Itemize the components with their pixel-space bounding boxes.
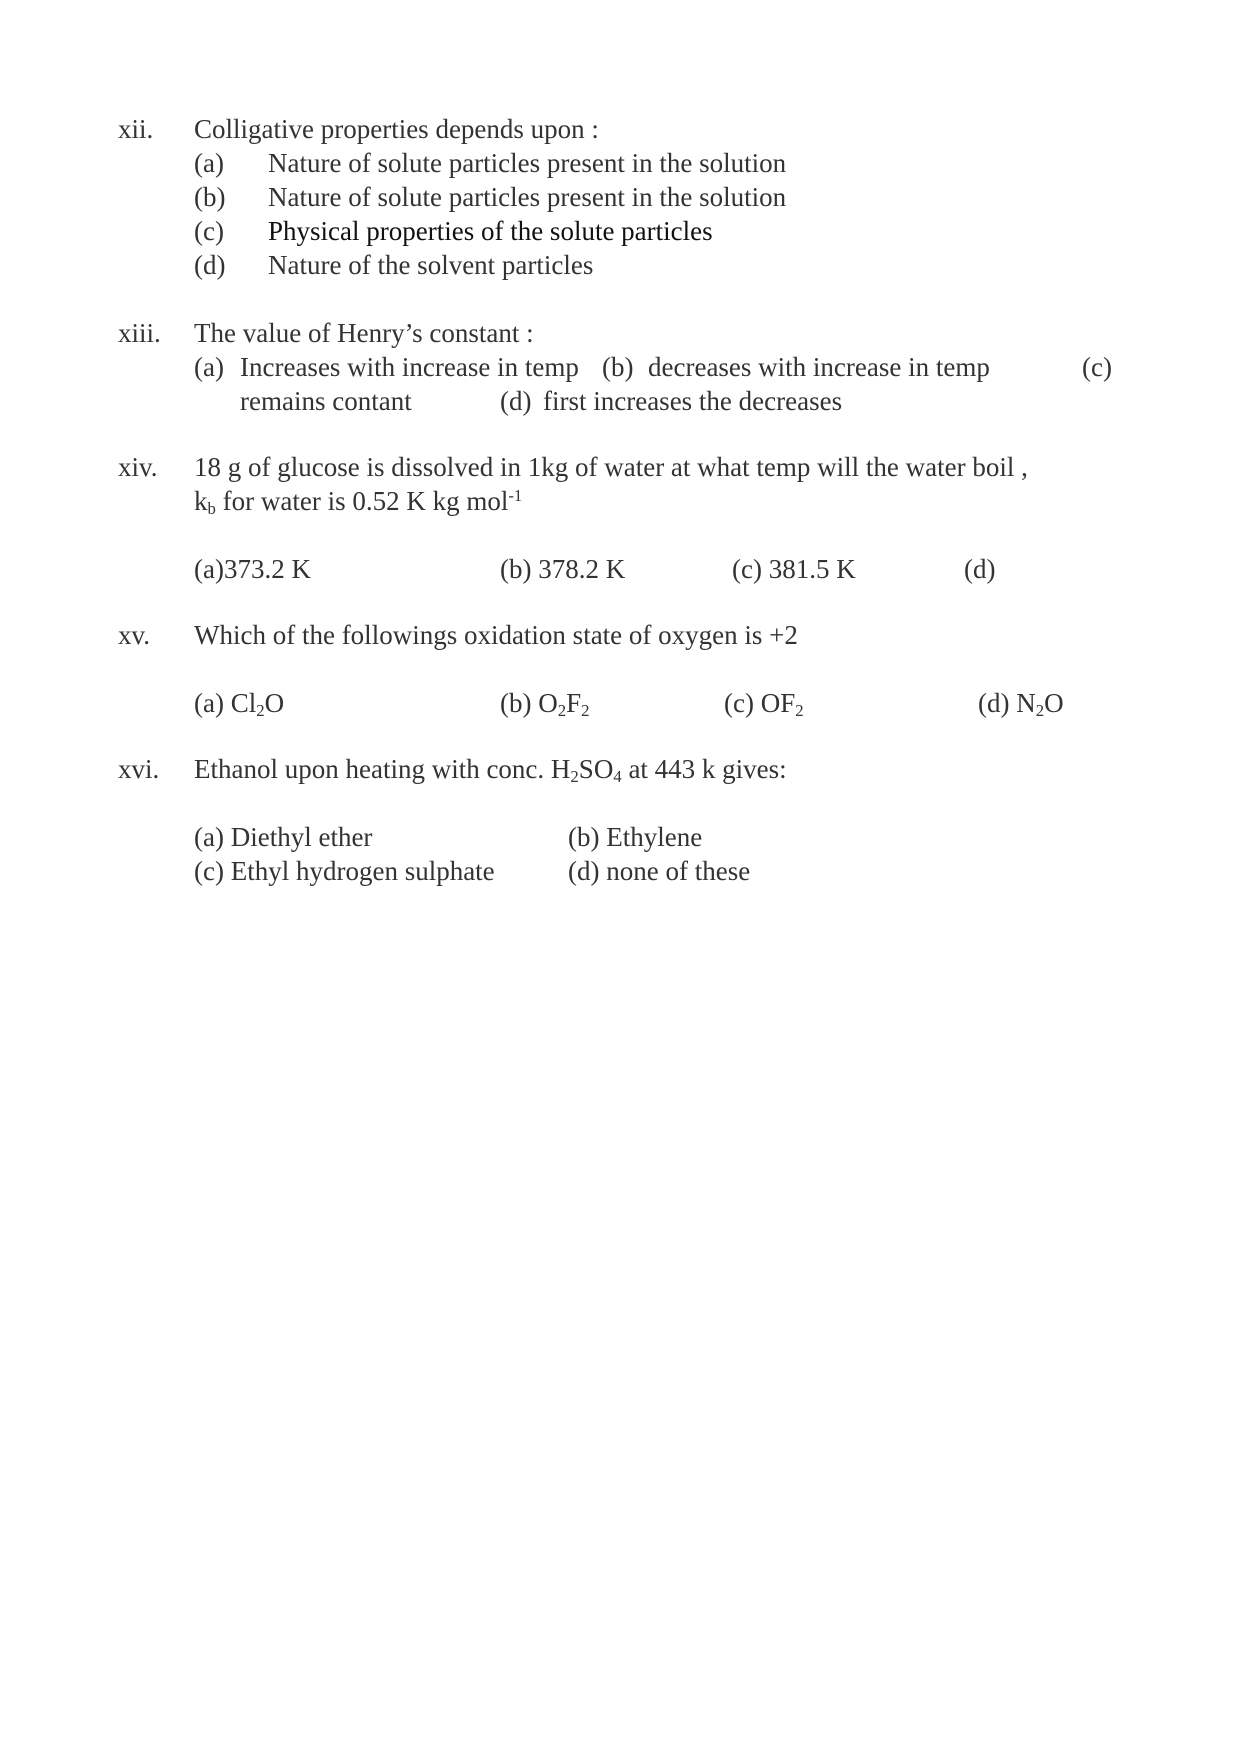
option-label: (b) bbox=[500, 688, 532, 718]
option-label: (b) bbox=[602, 352, 634, 382]
question-number: xiv. bbox=[118, 452, 158, 482]
option-label: (c) bbox=[194, 216, 224, 246]
option-text: Ethylene bbox=[606, 822, 703, 852]
question-number: xvi. bbox=[118, 754, 160, 784]
option-label: (d) bbox=[964, 554, 996, 584]
option-text: none of these bbox=[606, 856, 751, 886]
formula-part: N bbox=[1016, 688, 1036, 718]
question-stem: 18 g of glucose is dissolved in 1kg of water at what temp will the water boil , bbox=[194, 452, 1028, 482]
option-text: Ethyl hydrogen sulphate bbox=[230, 856, 495, 886]
superscript: -1 bbox=[508, 485, 523, 505]
option-label: (b) bbox=[194, 182, 226, 212]
option-a bbox=[194, 552, 311, 586]
formula-part: F bbox=[566, 688, 582, 718]
question-number: xii. bbox=[118, 114, 154, 144]
option-label: (a) bbox=[194, 352, 224, 382]
option-c bbox=[732, 552, 856, 586]
option-label: (d) bbox=[978, 688, 1010, 718]
option-text: decreases with increase in temp bbox=[648, 352, 990, 382]
option-label: (c) bbox=[1082, 352, 1112, 382]
option-label: (d) bbox=[500, 386, 532, 416]
option-b bbox=[568, 820, 702, 854]
option-c bbox=[724, 686, 804, 720]
question-stem-line2 bbox=[194, 484, 522, 518]
option-c bbox=[194, 854, 495, 888]
option-text: Nature of solute particles present in the solution bbox=[268, 148, 787, 178]
option-b bbox=[500, 552, 625, 586]
option-text: 381.5 K bbox=[768, 554, 856, 584]
subscript: 2 bbox=[256, 700, 265, 720]
option-d bbox=[568, 854, 750, 888]
option-a bbox=[194, 820, 372, 854]
subscript: 2 bbox=[1035, 700, 1045, 720]
option-label: (a) bbox=[194, 688, 224, 718]
option-label: (b) bbox=[568, 822, 600, 852]
option-d bbox=[978, 686, 1064, 720]
formula-part: OF bbox=[760, 688, 796, 718]
option-label: (a) bbox=[194, 822, 224, 852]
formula-part: O bbox=[538, 688, 558, 718]
formula-part: Cl bbox=[230, 688, 257, 718]
option-text: Increases with increase in temp bbox=[240, 352, 579, 382]
stem-text: SO bbox=[578, 754, 614, 784]
option-label: (c) bbox=[724, 688, 754, 718]
stem-text: Ethanol upon heating with conc. H bbox=[194, 754, 571, 784]
option-text: 378.2 K bbox=[538, 554, 626, 584]
option-label: (d) bbox=[194, 250, 226, 280]
stem-text: for water is 0.52 K kg mol bbox=[215, 486, 509, 516]
option-label: (a) bbox=[194, 148, 224, 178]
subscript: b bbox=[207, 498, 216, 518]
question-stem: The value of Henry’s constant : bbox=[194, 318, 534, 348]
option-label: (c) bbox=[194, 856, 224, 886]
option-text: Diethyl ether bbox=[230, 822, 373, 852]
question-stem: Colligative properties depends upon : bbox=[194, 114, 599, 144]
subscript: 2 bbox=[557, 700, 567, 720]
option-label: (d) bbox=[568, 856, 600, 886]
subscript: 2 bbox=[581, 700, 590, 720]
formula-part: O bbox=[264, 688, 285, 718]
option-label: (b) bbox=[500, 554, 532, 584]
subscript: 4 bbox=[613, 766, 622, 786]
subscript: 2 bbox=[570, 766, 579, 786]
formula-part: O bbox=[1044, 688, 1064, 718]
option-text: first increases the decreases bbox=[543, 386, 843, 416]
option-text: remains contant bbox=[240, 386, 412, 416]
question-stem: Which of the followings oxidation state of oxygen is +2 bbox=[194, 620, 798, 650]
option-text: Physical properties of the solute particles bbox=[268, 216, 713, 246]
option-label: (c) bbox=[732, 554, 762, 584]
option-label: (a) bbox=[194, 554, 224, 584]
option-a bbox=[194, 686, 284, 720]
stem-text: at 443 k gives: bbox=[621, 754, 787, 784]
subscript: 2 bbox=[795, 700, 804, 720]
option-text: Nature of solute particles present in the solution bbox=[268, 182, 787, 212]
option-text: 373.2 K bbox=[223, 554, 311, 584]
option-text: Nature of the solvent particles bbox=[268, 250, 594, 280]
option-d bbox=[964, 552, 995, 586]
option-b bbox=[500, 686, 590, 720]
symbol-k: k bbox=[194, 486, 208, 516]
question-stem bbox=[194, 752, 787, 786]
question-number: xiii. bbox=[118, 318, 161, 348]
question-number: xv. bbox=[118, 620, 150, 650]
